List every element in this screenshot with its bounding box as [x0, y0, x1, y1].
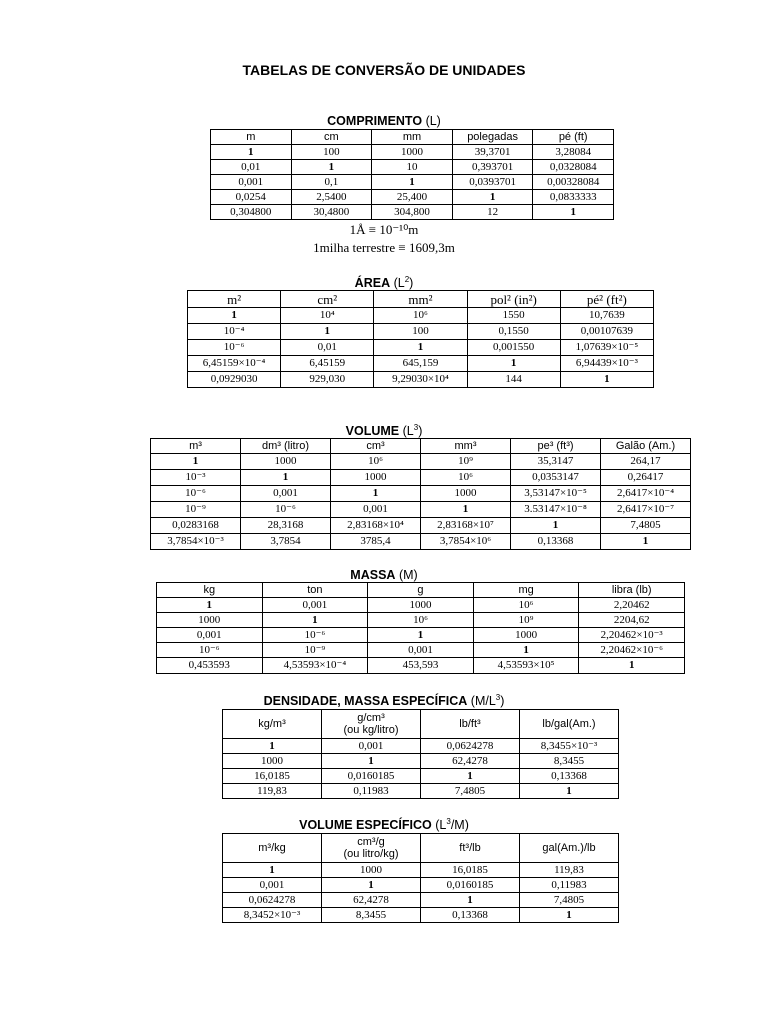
- section-unit: (M): [398, 568, 418, 582]
- table-cell: 10: [372, 160, 453, 175]
- section-title-area: [0, 276, 768, 290]
- table-cell: 0,001: [368, 643, 474, 658]
- table-cell: 4,53593×10⁻⁴: [262, 658, 368, 674]
- table-cell: 1: [211, 145, 292, 160]
- table-cell: 0,001: [157, 628, 263, 643]
- table-cell: 0,1550: [467, 324, 560, 340]
- table-cell: 1000: [368, 598, 474, 613]
- header-cell: kg/m³: [223, 710, 322, 739]
- table-cell: 0,0283168: [151, 518, 241, 534]
- table-cell: 1: [188, 308, 281, 324]
- table-cell: 10⁻⁶: [151, 486, 241, 502]
- header-cell: pé (ft): [533, 130, 614, 145]
- table-cell: 3,53147×10⁻⁵: [511, 486, 601, 502]
- header-cell: [322, 710, 421, 739]
- table-cell: 7,4805: [520, 893, 619, 908]
- table-cell: 1: [520, 784, 619, 799]
- table-cell: 0,0393701: [452, 175, 533, 190]
- table-cell: 2,83168×10⁷: [421, 518, 511, 534]
- table-cell: 1550: [467, 308, 560, 324]
- section-name: COMPRIMENTO: [327, 114, 423, 128]
- table-cell: 453,593: [368, 658, 474, 674]
- table-cell: 1000: [331, 470, 421, 486]
- table-cell: 10⁻⁴: [188, 324, 281, 340]
- table-cell: 1000: [241, 454, 331, 470]
- table-cell: 2,20462×10⁻⁶: [579, 643, 685, 658]
- page-title: TABELAS DE CONVERSÃO DE UNIDADES: [242, 62, 526, 78]
- table-cell: 12: [452, 205, 533, 220]
- header-cell: polegadas: [452, 130, 533, 145]
- header-cell: libra (lb): [579, 583, 685, 598]
- header-cell: ton: [262, 583, 368, 598]
- section-title-volume-especifico: [0, 818, 768, 832]
- table-cell: 0,304800: [211, 205, 292, 220]
- table-cell: 3,7854×10⁻³: [151, 534, 241, 550]
- section-unit: $(L^3)$: [402, 422, 423, 438]
- table-cell: 1: [520, 908, 619, 923]
- table-cell: 1: [157, 598, 263, 613]
- header-cell: dm³ (litro): [241, 439, 331, 454]
- table-cell: 25,400: [372, 190, 453, 205]
- table-cell: 10⁻⁶: [157, 643, 263, 658]
- header-cell: gal(Am.)/lb: [520, 834, 619, 863]
- table-cell: 6,45159: [281, 356, 374, 372]
- table-cell: 10,7639: [560, 308, 653, 324]
- header-cell: kg: [157, 583, 263, 598]
- table-cell: 0,001550: [467, 340, 560, 356]
- table-cell: 1: [331, 486, 421, 502]
- header-cell: pé² (ft²): [560, 291, 653, 308]
- table-cell: 1000: [157, 613, 263, 628]
- table-cell: 1: [241, 470, 331, 486]
- table-cell: 264,17: [601, 454, 691, 470]
- section-unit: $(L^2)$: [393, 274, 414, 290]
- section-name: VOLUME: [345, 424, 400, 438]
- header-cell: cm³: [331, 439, 421, 454]
- table-cell: 0,001: [241, 486, 331, 502]
- table-cell: 0,0833333: [533, 190, 614, 205]
- table-cell: 0,0353147: [511, 470, 601, 486]
- table-cell: 1: [223, 739, 322, 754]
- section-name: ÁREA: [354, 276, 391, 290]
- table-cell: 1: [372, 175, 453, 190]
- table-cell: 1: [421, 502, 511, 518]
- header-cell: mg: [473, 583, 579, 598]
- section-unit: $(M/L^3)$: [470, 692, 505, 708]
- header-cell: m²: [188, 291, 281, 308]
- header-cell: mm³: [421, 439, 511, 454]
- table-cell: 8,3455: [322, 908, 421, 923]
- table-cell: 1: [421, 893, 520, 908]
- header-cell: m³: [151, 439, 241, 454]
- table-cell: 0,13368: [511, 534, 601, 550]
- table-cell: 304,800: [372, 205, 453, 220]
- table-cell: 0,01: [281, 340, 374, 356]
- table-cell: 0,13368: [520, 769, 619, 784]
- table-cell: 10⁶: [421, 470, 511, 486]
- table-cell: 2,6417×10⁻⁷: [601, 502, 691, 518]
- table-cell: 929,030: [281, 372, 374, 388]
- section-name: DENSIDADE, MASSA ESPECÍFICA: [263, 694, 468, 708]
- header-line: g/cm³: [357, 712, 385, 724]
- table-cell: 1: [281, 324, 374, 340]
- table-cell: 62,4278: [322, 893, 421, 908]
- table-cell: 1: [511, 518, 601, 534]
- table-cell: 1000: [322, 863, 421, 878]
- header-cell: m: [211, 130, 292, 145]
- section-title-massa: [0, 568, 768, 582]
- table-cell: 0,0624278: [421, 739, 520, 754]
- table-volume-especifico: [222, 833, 619, 923]
- table-cell: 0,00328084: [533, 175, 614, 190]
- table-cell: 100: [374, 324, 467, 340]
- section-name: VOLUME ESPECÍFICO: [299, 818, 432, 832]
- table-cell: 10⁻⁶: [262, 628, 368, 643]
- table-cell: 1: [533, 205, 614, 220]
- table-cell: 1000: [473, 628, 579, 643]
- table-cell: 0,393701: [452, 160, 533, 175]
- table-cell: 2,20462: [579, 598, 685, 613]
- table-cell: 10⁶: [374, 308, 467, 324]
- header-cell: g: [368, 583, 474, 598]
- table-cell: 10⁹: [473, 613, 579, 628]
- section-title-densidade: [0, 694, 768, 708]
- table-cell: 4,53593×10⁵: [473, 658, 579, 674]
- table-cell: 0,0160185: [421, 878, 520, 893]
- header-cell: lb/ft³: [421, 710, 520, 739]
- table-cell: 1: [322, 878, 421, 893]
- table-cell: 10⁶: [331, 454, 421, 470]
- table-cell: 1: [322, 754, 421, 769]
- table-cell: 119,83: [520, 863, 619, 878]
- table-cell: 2,20462×10⁻³: [579, 628, 685, 643]
- table-cell: 0,01: [211, 160, 292, 175]
- section-unit: $(L^3/M)$: [435, 816, 469, 832]
- header-cell: m³/kg: [223, 834, 322, 863]
- table-cell: 144: [467, 372, 560, 388]
- table-cell: 2,5400: [291, 190, 372, 205]
- table-cell: 0,11983: [520, 878, 619, 893]
- table-cell: 10⁻⁹: [262, 643, 368, 658]
- table-cell: 1: [601, 534, 691, 550]
- table-cell: 0,453593: [157, 658, 263, 674]
- header-cell: ft³/lb: [421, 834, 520, 863]
- table-cell: 10⁻³: [151, 470, 241, 486]
- table-cell: 3,7854×10⁶: [421, 534, 511, 550]
- table-cell: 9,29030×10⁴: [374, 372, 467, 388]
- table-cell: 39,3701: [452, 145, 533, 160]
- table-cell: 8,3452×10⁻³: [223, 908, 322, 923]
- header-cell: pol² (in²): [467, 291, 560, 308]
- table-cell: 62,4278: [421, 754, 520, 769]
- table-cell: 1: [374, 340, 467, 356]
- table-cell: 1000: [372, 145, 453, 160]
- table-cell: 0,0328084: [533, 160, 614, 175]
- note-angstrom: 1Å ≡ 10⁻¹⁰m: [349, 222, 419, 237]
- table-cell: 119,83: [223, 784, 322, 799]
- table-cell: 1,07639×10⁻⁵: [560, 340, 653, 356]
- table-cell: 0,0624278: [223, 893, 322, 908]
- table-cell: 0,1: [291, 175, 372, 190]
- header-cell: Galão (Am.): [601, 439, 691, 454]
- note-milha: 1milha terrestre ≡ 1609,3m: [313, 240, 455, 255]
- table-cell: 3,28084: [533, 145, 614, 160]
- table-cell: 6,94439×10⁻³: [560, 356, 653, 372]
- table-cell: 7,4805: [421, 784, 520, 799]
- table-cell: 645,159: [374, 356, 467, 372]
- table-cell: 1: [421, 769, 520, 784]
- header-cell: pe³ (ft³): [511, 439, 601, 454]
- table-cell: 0,26417: [601, 470, 691, 486]
- table-cell: 0,0254: [211, 190, 292, 205]
- section-title-comprimento: [0, 114, 768, 128]
- table-cell: 1: [223, 863, 322, 878]
- table-densidade: [222, 709, 619, 799]
- table-cell: 1: [452, 190, 533, 205]
- table-cell: 6,45159×10⁻⁴: [188, 356, 281, 372]
- table-cell: 10⁻⁹: [151, 502, 241, 518]
- table-cell: 2204,62: [579, 613, 685, 628]
- table-cell: 0,001: [223, 878, 322, 893]
- table-cell: 8,3455: [520, 754, 619, 769]
- table-cell: 0,00107639: [560, 324, 653, 340]
- table-cell: 35,3147: [511, 454, 601, 470]
- table-cell: 1: [291, 160, 372, 175]
- table-cell: 0,11983: [322, 784, 421, 799]
- table-cell: 1: [467, 356, 560, 372]
- table-cell: 0,0160185: [322, 769, 421, 784]
- table-cell: 10⁶: [368, 613, 474, 628]
- table-cell: 3785,4: [331, 534, 421, 550]
- table-cell: 2,83168×10⁴: [331, 518, 421, 534]
- table-cell: 1: [368, 628, 474, 643]
- table-cell: 10⁻⁶: [188, 340, 281, 356]
- table-cell: 10⁻⁶: [241, 502, 331, 518]
- header-cell: mm²: [374, 291, 467, 308]
- header-cell: [322, 834, 421, 863]
- section-unit: (L): [425, 114, 441, 128]
- table-cell: 2,6417×10⁻⁴: [601, 486, 691, 502]
- table-cell: 1: [560, 372, 653, 388]
- table-volume: [150, 438, 691, 550]
- table-cell: 10⁴: [281, 308, 374, 324]
- table-cell: 1: [579, 658, 685, 674]
- table-cell: 7,4805: [601, 518, 691, 534]
- header-line: cm³/g: [357, 836, 385, 848]
- table-cell: 16,0185: [223, 769, 322, 784]
- table-cell: 0,001: [331, 502, 421, 518]
- table-cell: 16,0185: [421, 863, 520, 878]
- header-cell: cm²: [281, 291, 374, 308]
- header-cell: lb/gal(Am.): [520, 710, 619, 739]
- table-cell: 3.53147×10⁻⁸: [511, 502, 601, 518]
- table-cell: 1: [151, 454, 241, 470]
- table-comprimento: [210, 129, 614, 220]
- header-cell: mm: [372, 130, 453, 145]
- table-cell: 0,001: [322, 739, 421, 754]
- table-cell: 0,0929030: [188, 372, 281, 388]
- table-area: [187, 290, 654, 388]
- table-cell: 10⁹: [421, 454, 511, 470]
- table-cell: 1: [262, 613, 368, 628]
- table-cell: 30,4800: [291, 205, 372, 220]
- table-cell: 0,001: [262, 598, 368, 613]
- table-cell: 1000: [223, 754, 322, 769]
- table-massa: [156, 582, 685, 674]
- table-cell: 8,3455×10⁻³: [520, 739, 619, 754]
- table-cell: 1: [473, 643, 579, 658]
- header-line: (ou kg/litro): [343, 724, 399, 736]
- section-name: MASSA: [350, 568, 396, 582]
- table-cell: 28,3168: [241, 518, 331, 534]
- header-cell: cm: [291, 130, 372, 145]
- table-cell: 1000: [421, 486, 511, 502]
- table-cell: 0,001: [211, 175, 292, 190]
- table-cell: 10⁶: [473, 598, 579, 613]
- header-line: (ou litro/kg): [343, 848, 399, 860]
- table-cell: 3,7854: [241, 534, 331, 550]
- section-title-volume: [0, 424, 768, 438]
- table-cell: 0,13368: [421, 908, 520, 923]
- table-cell: 100: [291, 145, 372, 160]
